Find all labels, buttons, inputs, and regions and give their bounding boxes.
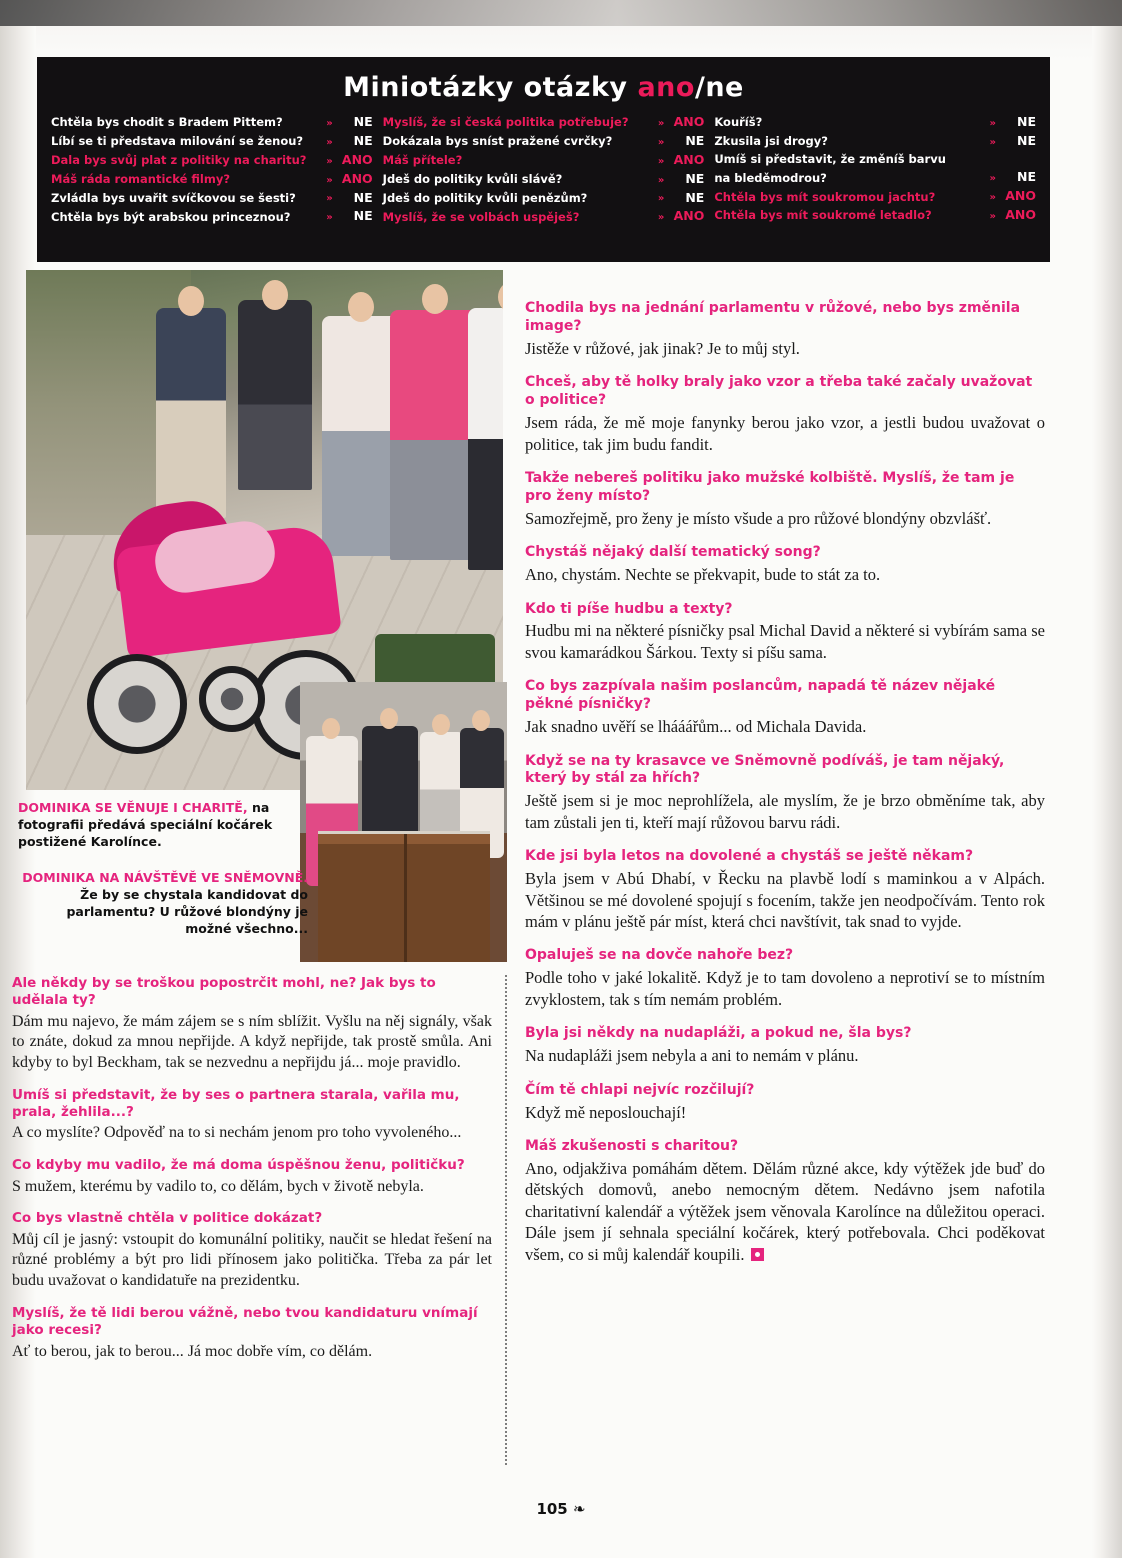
miniquiz-dots: » xyxy=(657,174,666,186)
qa-answer: Když mě neposlouchají! xyxy=(525,1102,687,1122)
qa-answer: Jak snadno uvěří se lhááářům... od Michala Davida. xyxy=(525,717,867,737)
qa-answer: Podle toho v jaké lokalitě. Když je to tam dovoleno a neprotiví se to místním zvyklostem, tak s tím nemám problém. xyxy=(525,968,1045,1009)
miniquiz-row xyxy=(383,134,705,148)
photo-head xyxy=(380,708,398,729)
miniquiz-answer: NE xyxy=(1017,132,1037,148)
qa-question: Co bys zazpívala našim poslancům, napadá tě název nějaké pěkné písničky? xyxy=(525,678,996,713)
article-end-mark xyxy=(751,1248,764,1261)
miniquiz-question: Umíš si představit, že změníš barvu xyxy=(714,151,946,166)
miniquiz-answer: ANO xyxy=(673,114,705,129)
miniquiz-dots: » xyxy=(657,136,666,148)
miniquiz-question: na bleděmodrou? xyxy=(714,170,827,185)
miniquiz-title-ne: ne xyxy=(705,72,744,103)
qa-item xyxy=(525,947,1045,1010)
miniquiz-column-2 xyxy=(383,115,705,228)
folio-arrow-icon: ❧ xyxy=(572,1500,586,1518)
qa-question: Co bys vlastně chtěla v politice dokázat? xyxy=(12,1210,323,1227)
miniquiz-question: Dokázala bys sníst pražené cvrčky? xyxy=(382,134,613,149)
qa-item xyxy=(525,374,1045,455)
miniquiz-dots: » xyxy=(326,174,334,186)
photo-figure-man-suit xyxy=(362,726,418,846)
miniquiz-dots: » xyxy=(657,212,666,224)
miniquiz-question: Máš ráda romantické filmy? xyxy=(51,171,230,186)
scan-edge-right xyxy=(1092,26,1122,1558)
caption-parliament-lead: DOMINIKA NA NÁVŠTĚVĚ VE SNĚMOVNĚ. xyxy=(22,870,308,885)
qa-question: Opaluješ se na dovče nahoře bez? xyxy=(525,947,794,964)
photo-figure-woman-dark xyxy=(238,300,312,490)
qa-item xyxy=(525,300,1045,359)
miniquiz-dots: » xyxy=(657,117,666,129)
stroller-wheel xyxy=(199,666,265,732)
qa-item xyxy=(12,1305,492,1362)
miniquiz-answer: NE xyxy=(685,170,705,186)
miniquiz-answer: ANO xyxy=(1005,207,1037,223)
miniquiz-row xyxy=(383,115,705,129)
qa-answer: Ještě jsem si je moc neprohlížela, ale myslím, že je brzo obměníme tak, aby tam zůstali jen ti, kteří mají růžovou barvu rádi. xyxy=(525,791,1045,832)
photo-figure-woman-blazer xyxy=(468,308,503,570)
miniquiz-row xyxy=(714,189,1036,203)
qa-question: Když se na ty krasavce ve Sněmovně podíváš, je tam nějaký, který by stál za hřích? xyxy=(525,752,1005,787)
miniquiz-dots: » xyxy=(326,117,334,129)
miniquiz-question: Zkusila jsi drogy? xyxy=(714,134,828,149)
caption-charity-lead: DOMINIKA SE VĚNUJE I CHARITĚ, xyxy=(18,800,248,815)
qa-question: Takže nebereš politiku jako mužské kolbiště. Myslíš, že tam je pro ženy místo? xyxy=(525,469,1015,504)
qa-item xyxy=(525,1025,1045,1066)
photo-head xyxy=(422,284,448,314)
qa-question: Máš zkušenosti s charitou? xyxy=(525,1137,739,1154)
miniquiz-answer: NE xyxy=(685,132,705,148)
miniquiz-answer: NE xyxy=(685,189,705,205)
miniquiz-answer: NE xyxy=(353,114,373,129)
qa-item xyxy=(525,848,1045,932)
caption-charity xyxy=(18,800,308,851)
miniquiz-answer: NE xyxy=(353,132,373,148)
miniquiz-question: Myslíš, že se volbách uspěješ? xyxy=(382,209,580,224)
qa-item xyxy=(525,1082,1045,1123)
miniquiz-row xyxy=(714,134,1036,148)
photo-parliament-visit xyxy=(300,682,507,962)
qa-question: Chceš, aby tě holky braly jako vzor a třeba také začaly uvažovat o politice? xyxy=(525,374,1033,409)
qa-answer: Ať to berou, jak to berou... Já moc dobře vím, co dělám. xyxy=(12,1342,373,1360)
qa-item xyxy=(12,1157,492,1197)
photo-head xyxy=(472,710,490,731)
miniquiz-question: Myslíš, že si česká politika potřebuje? xyxy=(382,115,629,130)
miniquiz-answer: NE xyxy=(1017,169,1037,185)
photo-head xyxy=(262,280,288,310)
qa-item xyxy=(12,1087,492,1144)
miniquiz-answer: ANO xyxy=(341,151,373,167)
miniquiz-dots: » xyxy=(657,193,666,205)
miniquiz-question: Kouříš? xyxy=(714,115,763,130)
qa-answer-wrapper xyxy=(525,1158,1045,1265)
miniquiz-title-slash: / xyxy=(694,72,706,103)
qa-question: Co kdyby mu vadilo, že má doma úspěšnou ženu, političku? xyxy=(12,1157,465,1174)
miniquiz-answer: NE xyxy=(353,208,373,224)
caption-parliament-text: Že by se chystala kandidovat do parlamentu? U růžové blondýny je možné všechno... xyxy=(66,886,308,936)
qa-item xyxy=(525,753,1045,834)
miniquiz-row xyxy=(51,134,373,148)
qa-answer: Samozřejmě, pro ženy je místo všude a pro růžové blondýny obzvlášť. xyxy=(525,508,992,528)
qa-answer: Můj cíl je jasný: vstoupit do komunální politiky, naučit se hledat řešení na různé problémy a být pro lidi přínosem jako politička. Třeba za pár let budu uvažovat o kandidatuře na prezidentku. xyxy=(12,1230,492,1290)
caption-charity-text: na fotografii předává speciální kočárek postižené Karolínce. xyxy=(18,800,273,849)
miniquiz-answer: ANO xyxy=(673,151,705,167)
photo-head xyxy=(348,292,374,322)
miniquiz-column-1 xyxy=(51,115,373,228)
miniquiz-row xyxy=(383,153,705,167)
miniquiz-column-3 xyxy=(714,115,1036,228)
miniquiz-question: Chtěla bys chodit s Bradem Pittem? xyxy=(51,115,283,130)
page-folio xyxy=(0,1500,1122,1518)
miniquiz-row xyxy=(714,208,1036,222)
miniquiz-box xyxy=(37,57,1050,262)
miniquiz-question: Zvládla bys uvařit svíčkovou se šesti? xyxy=(51,190,296,205)
miniquiz-row xyxy=(51,172,373,186)
article-column-right xyxy=(525,300,1045,1280)
miniquiz-question: Jdeš do politiky kvůli penězům? xyxy=(382,190,588,205)
miniquiz-dots: » xyxy=(326,193,334,205)
qa-item xyxy=(525,601,1045,664)
qa-item xyxy=(525,470,1045,529)
miniquiz-question: Chtěla bys mít soukromé letadlo? xyxy=(714,208,932,223)
photo-podium xyxy=(318,831,490,962)
miniquiz-question: Líbí se ti představa milování se ženou? xyxy=(51,134,304,149)
miniquiz-row xyxy=(383,191,705,205)
miniquiz-row xyxy=(51,115,373,129)
miniquiz-title-main: Miniotázky otázky xyxy=(343,72,638,103)
page-number: 105 xyxy=(536,1500,568,1518)
miniquiz-columns xyxy=(37,103,1050,228)
miniquiz-question: Chtěla bys mít soukromou jachtu? xyxy=(714,189,936,204)
qa-item xyxy=(12,975,492,1074)
miniquiz-row xyxy=(714,115,1036,129)
miniquiz-dots: » xyxy=(989,173,998,185)
miniquiz-answer: NE xyxy=(353,189,373,205)
qa-question: Byla jsi někdy na nudapláži, a pokud ne, šla bys? xyxy=(525,1025,912,1042)
qa-item xyxy=(525,544,1045,585)
miniquiz-dots: » xyxy=(326,155,334,167)
miniquiz-row xyxy=(51,191,373,205)
qa-question: Kde jsi byla letos na dovolené a chystáš se ještě někam? xyxy=(525,848,974,865)
qa-answer: Jsem ráda, že mě moje fanynky berou jako vzor, a jestli budou uvažovat o politice, tak jim budu fandit. xyxy=(525,413,1045,454)
miniquiz-dots: » xyxy=(989,192,998,204)
qa-item-last xyxy=(525,1138,1045,1265)
qa-answer: Byla jsem v Abú Dhabí, v Řecku na plavbě lodí s maminkou a v Alpách. Většinou se mé dovolené spojují s focením, takže jen neodpočívám. Tento rok mám v plánu ještě pár míst, která chci navštívit, tak snad to vyjde. xyxy=(525,869,1045,932)
miniquiz-row xyxy=(51,209,373,223)
qa-item xyxy=(525,678,1045,737)
miniquiz-answer: NE xyxy=(1017,114,1037,129)
miniquiz-title-ano: ano xyxy=(637,72,695,103)
miniquiz-dots: » xyxy=(326,136,334,148)
qa-item xyxy=(12,1210,492,1292)
miniquiz-dots: » xyxy=(989,136,998,148)
qa-answer: Ano, chystám. Nechte se překvapit, bude to stát za to. xyxy=(525,565,881,585)
miniquiz-question: Dala bys svůj plat z politiky na charitu? xyxy=(51,152,307,167)
miniquiz-dots: » xyxy=(657,155,666,167)
miniquiz-answer: ANO xyxy=(1005,188,1037,204)
article-column-left xyxy=(12,975,492,1375)
miniquiz-question: Máš přítele? xyxy=(382,152,463,167)
photo-head xyxy=(322,718,340,739)
qa-answer: Na nudapláži jsem nebyla a ani to nemám v plánu. xyxy=(525,1046,859,1066)
miniquiz-dots: » xyxy=(989,211,998,223)
photo-head xyxy=(432,714,450,735)
photo-figure-man xyxy=(156,308,226,518)
scan-edge-top xyxy=(0,0,1122,26)
miniquiz-row xyxy=(383,209,705,223)
miniquiz-question: Jdeš do politiky kvůli slávě? xyxy=(382,171,563,186)
miniquiz-dots: » xyxy=(326,212,334,224)
qa-answer: A co myslíte? Odpověď na to si nechám jenom pro toho vyvoleného... xyxy=(12,1124,462,1142)
miniquiz-dots: » xyxy=(989,117,998,129)
qa-answer: Jistěže v růžové, jak jinak? Je to můj styl. xyxy=(525,338,800,358)
miniquiz-answer: ANO xyxy=(341,170,373,186)
qa-answer: Dám mu najevo, že mám zájem se s ním sblížit. Vyšlu na něj signály, však to znáte, dokud za mnou nepřijde. A když nepřijde, tak prostě smůla. Ani kdyby to byl Beckham, tak se nezvednu a nepřijdu já... moje pravidlo. xyxy=(12,1012,492,1072)
miniquiz-question: Chtěla bys být arabskou princeznou? xyxy=(51,209,291,224)
qa-answer: Ano, odjakživa pomáhám dětem. Dělám různé akce, kdy výtěžek jde buď do dětských domovů, anebo nemocným dětem. Nedávno jsem nafotila charitativní kalendář a výtěžek jsem věnovala Karolínce na důležitou operaci. Dále jsem jí sehnala speciální kočárek, který potřebovala. Chci poděkovat všem, co si můj kalendář koupili. xyxy=(525,1158,1045,1264)
photo-head xyxy=(178,286,204,316)
miniquiz-title xyxy=(37,57,1050,103)
photo-figure-dominika-pink xyxy=(390,310,476,560)
caption-parliament xyxy=(18,870,308,938)
miniquiz-row xyxy=(51,153,373,167)
miniquiz-answer: ANO xyxy=(673,208,705,224)
qa-question: Čím tě chlapi nejvíc rozčilují? xyxy=(525,1081,755,1098)
qa-answer: Hudbu mi na některé písničky psal Michal David a některé si vybírám sama se svou kamarádkou Šárkou. Texty si píšu sama. xyxy=(525,621,1045,662)
stroller-wheel xyxy=(87,654,187,754)
column-divider xyxy=(505,975,507,1465)
qa-question: Umíš si představit, že by ses o partnera starala, vařila mu, prala, žehlila...? xyxy=(12,1086,460,1121)
qa-question: Ale někdy by se troškou popostrčit mohl, ne? Jak bys to udělala ty? xyxy=(12,975,436,1009)
miniquiz-row xyxy=(714,153,1036,166)
qa-question: Kdo ti píše hudbu a texty? xyxy=(525,600,733,617)
qa-question: Chystáš nějaký další tematický song? xyxy=(525,544,821,561)
qa-answer: S mužem, kterému by vadilo to, co dělám, bych v životě nebyla. xyxy=(12,1177,424,1195)
miniquiz-row xyxy=(714,170,1036,184)
qa-question: Myslíš, že tě lidi berou vážně, nebo tvou kandidaturu vnímají jako recesi? xyxy=(12,1304,478,1339)
miniquiz-row xyxy=(383,172,705,186)
qa-question: Chodila bys na jednání parlamentu v růžové, nebo bys změnila image? xyxy=(525,300,1021,334)
